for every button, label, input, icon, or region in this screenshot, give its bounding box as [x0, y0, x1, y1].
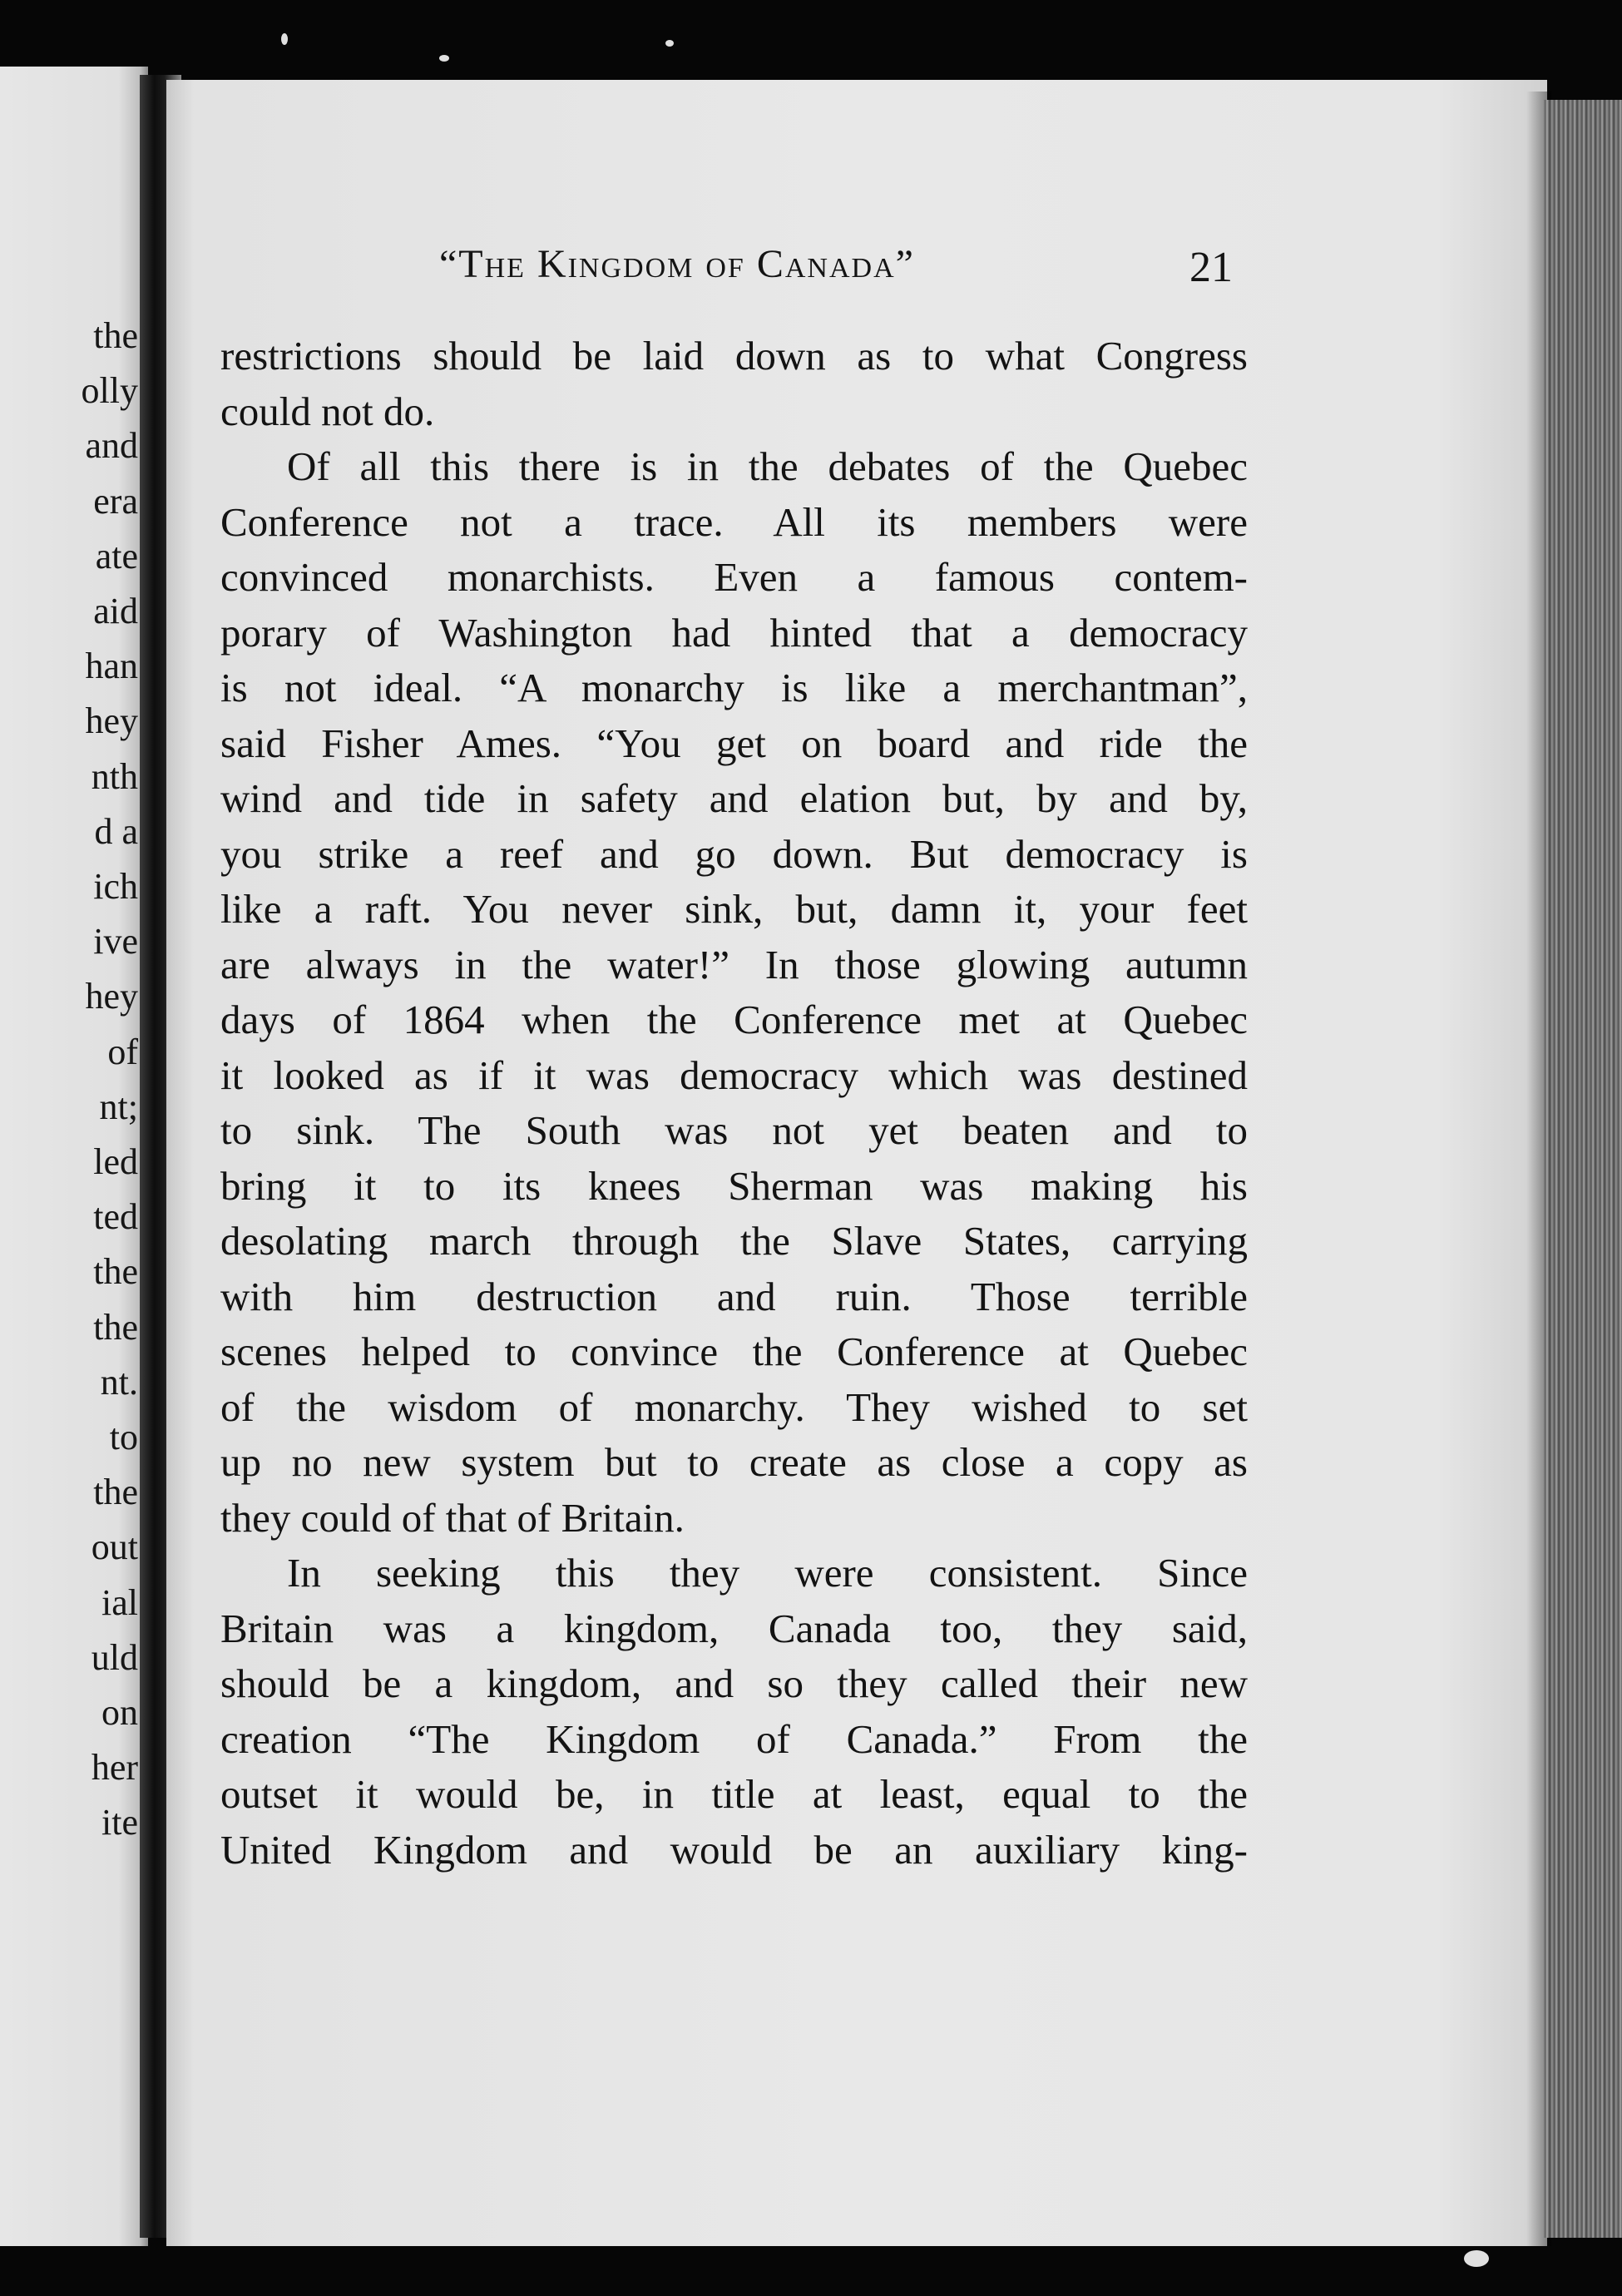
previous-page-edge	[0, 67, 148, 2246]
page-number: 21	[1189, 244, 1233, 291]
text-line: said Fisher Ames. “You get on board and ride the	[220, 720, 1248, 766]
text-line: with him destruction and ruin. Those terrible	[220, 1273, 1248, 1319]
text-line: you strike a reef and go down. But democracy is	[220, 830, 1248, 877]
text-line: is not ideal. “A monarchy is like a merchantman”,	[220, 665, 1248, 710]
previous-page-fragment: ite	[101, 1802, 138, 1843]
page-stack-edge	[1543, 100, 1622, 2238]
text-line: like a raft. You never sink, but, damn it, your feet	[220, 886, 1248, 932]
text-line: could not do.	[220, 388, 435, 434]
previous-page-fragment: hey	[85, 700, 138, 742]
previous-page-fragment: the	[93, 1472, 138, 1513]
previous-page-fragment: ate	[95, 535, 138, 576]
text-line: to sink. The South was not yet beaten and to	[220, 1107, 1248, 1153]
previous-page-fragment: ive	[93, 921, 138, 962]
previous-page-fragment: ich	[93, 866, 138, 907]
previous-page-fragment: the	[93, 315, 138, 356]
previous-page-fragment: era	[93, 480, 138, 522]
text-line: Of all this there is in the debates of the Quebec	[287, 443, 1248, 489]
text-line: outset it would be, in title at least, equal to the	[220, 1771, 1248, 1817]
running-title: “The Kingdom of Canada”	[439, 242, 915, 286]
previous-page-fragment: the	[93, 1306, 138, 1348]
previous-page-fragment: of	[107, 1031, 138, 1072]
previous-page-fragment: led	[93, 1141, 138, 1182]
previous-page-fragment: nth	[91, 755, 138, 797]
previous-page-fragment: the	[93, 1251, 138, 1293]
text-line: Conference not a trace. All its members were	[220, 498, 1248, 545]
text-line: wind and tide in safety and elation but, by and by,	[220, 775, 1248, 821]
text-line: convinced monarchists. Even a famous contem-	[220, 554, 1248, 600]
previous-page-fragment: ial	[101, 1581, 138, 1623]
previous-page-fragment: on	[101, 1692, 138, 1733]
previous-page-fragment: olly	[81, 370, 138, 412]
text-line: desolating march through the Slave States, carrying	[220, 1218, 1248, 1264]
text-line: of the wisdom of monarchy. They wished to set	[220, 1383, 1248, 1430]
previous-page-fragment: d a	[94, 810, 138, 852]
running-header	[439, 241, 915, 287]
previous-page-fragment: out	[91, 1527, 138, 1568]
text-line: it looked as if it was democracy which was destined	[220, 1052, 1248, 1098]
previous-page-fragment: nt;	[99, 1086, 138, 1127]
text-line: days of 1864 when the Conference met at Quebec	[220, 997, 1248, 1042]
text-line: scenes helped to convince the Conference at Quebec	[220, 1329, 1248, 1374]
text-line: should be a kingdom, and so they called their new	[220, 1660, 1248, 1706]
text-line: are always in the water!” In those glowing autumn	[220, 941, 1248, 987]
previous-page-fragment: uld	[91, 1636, 138, 1678]
text-line: In seeking this they were consistent. Since	[287, 1550, 1248, 1596]
previous-page-fragment: her	[91, 1747, 138, 1789]
text-line: United Kingdom and would be an auxiliary king-	[220, 1826, 1248, 1873]
text-line: creation “The Kingdom of Canada.” From the	[220, 1715, 1248, 1762]
text-line: bring it to its knees Sherman was making his	[220, 1162, 1248, 1209]
text-line: up no new system but to create as close a copy as	[220, 1439, 1248, 1485]
previous-page-fragment: nt.	[100, 1361, 138, 1403]
body-text	[220, 329, 1248, 1878]
text-line: Britain was a kingdom, Canada too, they said,	[220, 1605, 1248, 1651]
text-line: restrictions should be laid down as to what Congress	[220, 333, 1248, 379]
previous-page-fragment: hey	[85, 976, 138, 1017]
text-line: they could of that of Britain.	[220, 1494, 685, 1541]
previous-page-fragment: han	[85, 646, 138, 687]
previous-page-fragment: and	[85, 425, 138, 467]
text-line: porary of Washington had hinted that a democracy	[220, 609, 1248, 656]
previous-page-fragment: to	[109, 1417, 138, 1457]
previous-page-fragment: aid	[93, 591, 138, 631]
previous-page-fragment: ted	[93, 1196, 138, 1238]
